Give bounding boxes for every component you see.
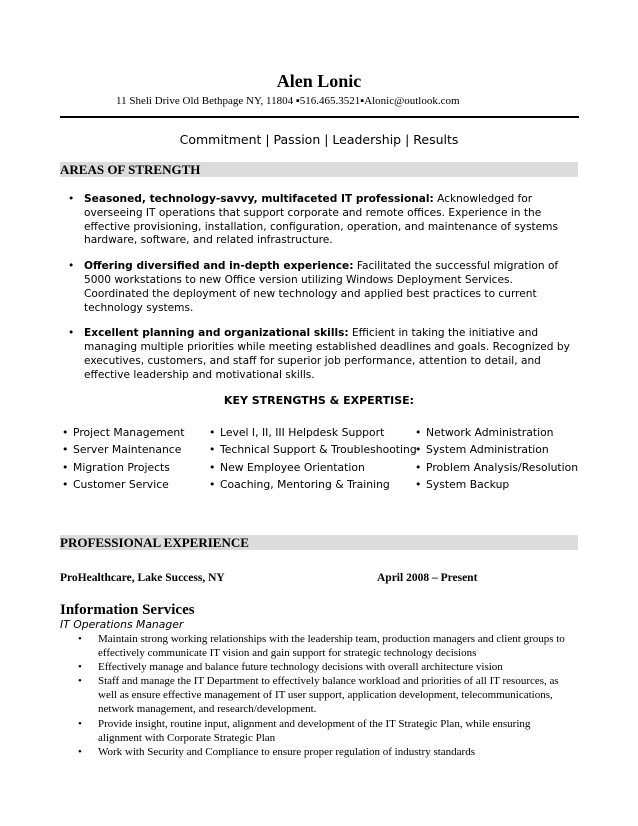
skill-item [62, 424, 185, 441]
bullet: • [415, 460, 422, 474]
strength-lead: Seasoned, technology-savvy, multifaceted IT professional: [84, 193, 434, 205]
duty-item [78, 632, 573, 660]
section-heading-strengths: AREAS OF STRENGTH [60, 162, 578, 177]
bullet: • [78, 717, 82, 730]
duty-item [78, 717, 573, 745]
skill-item [415, 424, 578, 441]
skill-item [415, 441, 578, 458]
skill-item [209, 424, 417, 441]
skill-label: Project Management [73, 426, 185, 439]
duty-item [78, 674, 573, 716]
bullet: • [78, 675, 82, 688]
candidate-name: Alen Lonic [276, 71, 362, 91]
duty-text: Effectively manage and balance future technology decisions with overall architecture vision [98, 661, 503, 674]
strength-text: Efficient in taking the initiative and managing multiple priorities while meeting established deadlines and goals. Recognized by executives, customers, and staff for superior job performance, attention to detail, and effective leadership and motivational skills. [84, 327, 570, 381]
duty-text: Provide insight, routine input, alignment and development of the IT Strategic Plan, while ensuring alignment with Corporate Strategic Plan [98, 717, 531, 744]
bullet: • [68, 260, 75, 273]
key-strengths-heading: KEY STRENGTHS & EXPERTISE: [223, 394, 415, 407]
bullet: • [415, 426, 422, 439]
skill-label: Coaching, Mentoring & Training [220, 477, 390, 491]
bullet: • [78, 661, 82, 674]
duty-text: Staff and manage the IT Department to effectively balance workload and priorities of all IT resources, as well as ensure effective management of IT user support, application development, telecommunications, network management, and research/development. [98, 675, 559, 716]
bullet: • [209, 443, 216, 457]
bullet: • [62, 426, 69, 439]
job-title: IT Operations Manager [60, 618, 184, 631]
skills-column-1 [62, 424, 185, 493]
header-divider [60, 116, 579, 118]
strength-text: Acknowledged for overseeing IT operations that support corporate and remote offices. Experience in the effective provisioning, installation, configuration, operation, and maintenance of systems hardware, software, and related infrastructure. [84, 193, 559, 247]
duty-item [78, 745, 573, 759]
duty-text: Maintain strong working relationships with the leadership team, production managers and client groups to effectively communicate IT vision and gain support for strategic technology decisions [98, 633, 565, 660]
skills-column-3 [415, 424, 578, 493]
bullet: • [78, 633, 82, 645]
bullet: • [415, 477, 422, 491]
skill-label: Migration Projects [73, 460, 170, 474]
bullet: • [415, 443, 422, 457]
strengths-list [68, 193, 573, 395]
bullet: • [209, 426, 216, 439]
skill-label: Customer Service [73, 477, 169, 491]
section-heading-experience: PROFESSIONAL EXPERIENCE [60, 535, 578, 550]
duty-text: Work with Security and Compliance to ensure proper regulation of industry standards [98, 745, 475, 758]
skill-label: Technical Support & Troubleshooting [220, 443, 417, 457]
skill-label: New Employee Orientation [220, 460, 365, 474]
department-title: Information Services [60, 602, 195, 618]
skill-label: System Backup [426, 477, 510, 491]
skill-item [62, 476, 185, 493]
skill-label: Network Administration [426, 426, 554, 439]
skill-label: Level I, II, III Helpdesk Support [220, 426, 385, 439]
bullet: • [78, 745, 82, 758]
strength-text: Facilitated the successful migration of 5000 workstations to new Office version utilizing Windows Deployment Services. Coordinated the deployment of new technology and applied best practices to current technology systems. [84, 260, 559, 314]
company-name: ProHealthcare, Lake Success, NY [60, 572, 225, 584]
strength-item [68, 327, 573, 382]
bullet: • [62, 477, 69, 491]
tagline: Commitment | Passion | Leadership | Results [179, 132, 459, 147]
skill-label: Problem Analysis/Resolution [426, 460, 579, 474]
strength-lead: Excellent planning and organizational skills: [84, 327, 349, 340]
bullet: • [209, 477, 216, 491]
strength-lead: Offering diversified and in-depth experience: [84, 260, 354, 273]
bullet: • [68, 193, 75, 205]
skill-item [209, 459, 417, 476]
skill-item [209, 476, 417, 493]
strength-item [68, 260, 573, 315]
bullet: • [62, 443, 69, 457]
skill-item [62, 441, 185, 458]
employment-dates: April 2008 – Present [377, 572, 478, 584]
bullet: • [209, 460, 216, 474]
skills-column-2 [209, 424, 417, 493]
skill-item [209, 441, 417, 458]
contact-line: 11 Sheli Drive Old Bethpage NY, 11804 ▪516.465.3521▪Alonic@outlook.com [116, 95, 460, 107]
skill-item [415, 459, 578, 476]
strength-item [68, 193, 573, 248]
skill-label: Server Maintenance [73, 443, 182, 457]
skill-item [415, 476, 578, 493]
bullet: • [68, 327, 75, 340]
skill-label: System Administration [426, 443, 549, 457]
bullet: • [62, 460, 69, 474]
skill-item [62, 459, 185, 476]
duty-item [78, 660, 573, 674]
duties-list [78, 632, 573, 759]
